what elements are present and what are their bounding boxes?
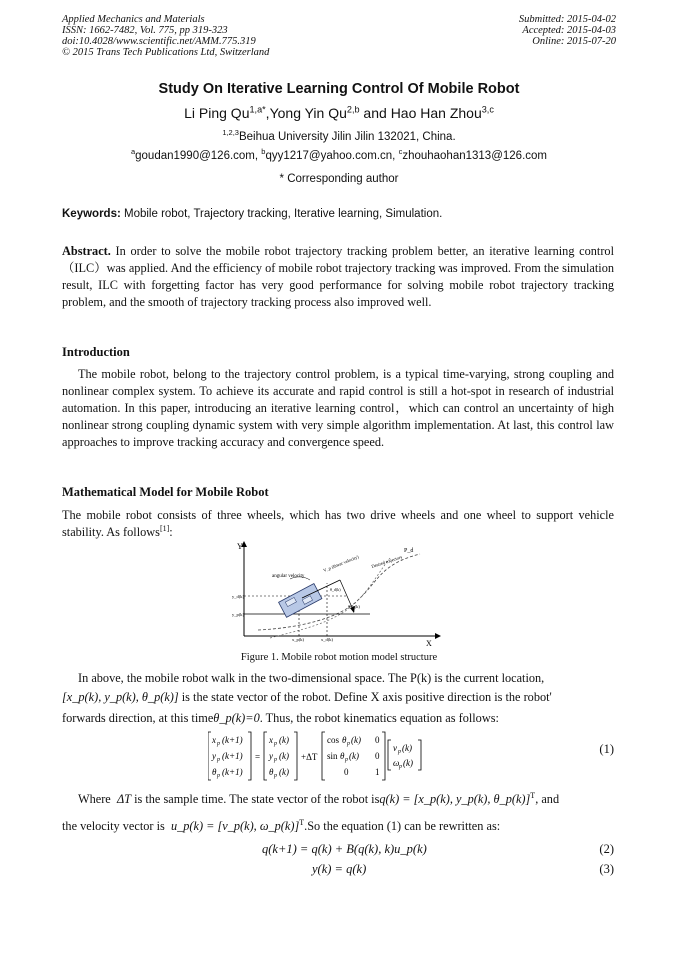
theta-p-label: θ_p(k) <box>348 604 360 609</box>
copyright-line: © 2015 Trans Tech Publications Ltd, Switzerland <box>62 47 270 58</box>
model-paragraph-2-line-1: In above, the mobile robot walk in the two-dimensional space. The P(k) is the current location, <box>78 671 545 685</box>
section-heading-introduction: Introduction <box>62 345 130 359</box>
author-name: Hao Han Zhou <box>390 105 482 121</box>
figure-caption: Figure 1. Mobile robot motion model structure <box>240 652 438 663</box>
angular-velocity-label: angular velocity <box>272 574 305 579</box>
corresponding-author-note: * Corresponding author <box>279 173 399 185</box>
svg-text:p: p <box>274 741 277 747</box>
svg-text:(k): (k) <box>279 735 289 745</box>
xp-label: x_p(k) <box>292 637 304 642</box>
yp-label: y_p(k) <box>232 612 244 617</box>
keywords-label: Keywords: <box>62 208 121 220</box>
svg-text:0: 0 <box>375 735 380 745</box>
section-heading-model: Mathematical Model for Mobile Robot <box>62 485 269 499</box>
doi-line: doi:10.4028/www.scientific.net/AMM.775.319 <box>62 36 256 47</box>
x-axis-arrow-icon <box>435 633 441 639</box>
affiliation: $^{1,2,3}$Beihua University Jilin Jilin 132021, China. <box>222 128 456 143</box>
svg-text:p: p <box>217 741 220 747</box>
equation-1 <box>208 730 448 782</box>
svg-text:(k+1): (k+1) <box>222 751 243 761</box>
journal-name: Applied Mechanics and Materials <box>62 14 205 25</box>
svg-text:sin: sin <box>327 751 338 761</box>
keywords <box>62 208 442 220</box>
svg-text:x: x <box>269 735 273 745</box>
theta-d-label: θ_d(k) <box>330 587 341 592</box>
svg-text:y: y <box>269 751 273 761</box>
model-paragraph-2-line-3: forwards direction, at this timeθ_p(k)=0. Thus, the robot kinematics equation as follows: <box>62 711 499 725</box>
xd-label: x_d(k) <box>321 637 333 642</box>
author-name: Yong Yin Qu <box>269 105 347 121</box>
linear-velocity-label: V_p (linear velocity) <box>322 554 360 573</box>
abstract <box>62 243 614 311</box>
model-paragraph-2-line-2: [x_p(k), y_p(k), θ_p(k)] is the state vector of the robot. Define X axis positive direction is the robot' <box>62 690 552 704</box>
desired-trajectory-label: Desired trajectory <box>370 554 404 569</box>
submitted-date: Submitted: 2015-04-02 <box>518 14 616 25</box>
online-date: Online: 2015-07-20 <box>532 36 616 47</box>
svg-text:y: y <box>212 751 216 761</box>
theta-condition: θ_p(k)=0 <box>213 711 260 725</box>
accepted-date: Accepted: 2015-04-03 <box>522 25 616 36</box>
model-paragraph-1: The mobile robot consists of three wheels, which has two drive wheels and one wheel to support vehicle stability. As follows[1]: <box>62 508 614 539</box>
svg-text:p: p <box>347 741 350 747</box>
email-c: zhouhaohan1313@126.com <box>402 150 547 162</box>
dates-header <box>519 14 616 47</box>
svg-text:(k): (k) <box>402 743 412 753</box>
svg-text:θ: θ <box>342 735 347 745</box>
author-emails: $^a$goudan1990@126.com, $^b$qyy1217@yahoo.com.cn, $^c$zhouhaohan1313@126.com <box>130 147 547 162</box>
svg-text:(k+1): (k+1) <box>222 735 243 745</box>
svg-text:1: 1 <box>375 767 380 777</box>
email-b: qyy1217@yahoo.com.cn, <box>265 150 399 162</box>
svg-text:(k): (k) <box>279 751 289 761</box>
svg-text:p: p <box>274 773 277 779</box>
pd-label: P_d <box>404 548 414 554</box>
author-name: Li Ping Qu <box>184 105 250 121</box>
model-paragraph-4: the velocity vector is u_p(k) = [v_p(k), ω_p(k)]$^T$.So the equation (1) can be rewritten as: <box>62 817 501 833</box>
equation-3-number: (3) <box>599 862 614 876</box>
email-a: goudan1990@126.com, <box>135 150 262 162</box>
svg-text:cos: cos <box>327 735 339 745</box>
svg-text:0: 0 <box>375 751 380 761</box>
svg-text:(k): (k) <box>351 735 361 745</box>
state-vector-q: q(k) = [x_p(k), y_p(k), θ_p(k)] <box>379 792 531 806</box>
equation-3: y(k) = q(k) <box>312 862 367 876</box>
svg-text:v: v <box>393 743 397 753</box>
citation-ref: [1] <box>159 523 170 533</box>
introduction-paragraph: The mobile robot, belong to the trajectory control problem, is a typical time-varying, strong coupling and nonlinear complex system. To achieve its accurate and rapid control is still a hot-spot in research of industrial automation. In this paper, introducing an iterative learning control，which can control an uncertainty of high nonlinear strong coupling dynamic system with very simple algorithm implementation. At last, this control law approaches to improve tracking accuracy and convergence speed. <box>62 367 614 449</box>
svg-text:p: p <box>217 757 220 763</box>
svg-text:p: p <box>274 757 277 763</box>
author-list: Li Ping $Qu^{1,a*},Yong$ Yin Qu$^{2,b}$ and Hao Han Zhou$^{3,c}$ <box>184 104 494 121</box>
journal-header <box>62 14 269 58</box>
svg-text:p: p <box>345 757 348 763</box>
equation-1-number: (1) <box>599 742 614 756</box>
svg-text:x: x <box>212 735 216 745</box>
svg-text:p: p <box>217 773 220 779</box>
equation-2: q(k+1) = q(k) + B(q(k), k)u_p(k) <box>262 842 427 856</box>
svg-text:(k): (k) <box>279 767 289 777</box>
svg-text:(k): (k) <box>349 751 359 761</box>
robot-body <box>279 584 322 618</box>
abstract-text: In order to solve the mobile robot trajectory tracking problem better, an iterative learning control（ILC）was applied. And the efficiency of mobile robot trajectory tracking was improved. From the simulation result, ILC with forgetting factor has very good performance for solving mobile robot trajectory tracking problem, and the smooth of trajectory tracking process also improved well. <box>62 244 614 309</box>
equation-2-number: (2) <box>599 842 614 856</box>
x-axis-label: X <box>426 639 432 646</box>
svg-text:(k): (k) <box>403 758 413 768</box>
keywords-text: Mobile robot, Trajectory tracking, Iterative learning, Simulation. <box>120 208 443 220</box>
svg-text:θ: θ <box>212 767 217 777</box>
delta-t: ΔT <box>116 792 131 806</box>
issn-line: ISSN: 1662-7482, Vol. 775, pp 319-323 <box>62 25 228 36</box>
state-vector: [x_p(k), y_p(k), θ_p(k)] <box>62 690 179 704</box>
svg-text:=: = <box>255 752 261 762</box>
paper-title: Study On Iterative Learning Control Of Mobile Robot <box>158 81 520 97</box>
svg-text:p: p <box>398 749 401 755</box>
svg-text:θ: θ <box>269 767 274 777</box>
svg-text:(k+1): (k+1) <box>222 767 243 777</box>
svg-text:p: p <box>399 764 402 770</box>
y-axis-label: Y <box>237 542 243 551</box>
velocity-vector: u_p(k) = [v_p(k), ω_p(k)] <box>170 819 300 833</box>
yd-label: y_d(k) <box>232 594 244 599</box>
svg-text:θ: θ <box>340 751 345 761</box>
abstract-label: Abstract. <box>62 244 111 258</box>
robot-motion-figure <box>230 538 445 646</box>
svg-text:+ΔT: +ΔT <box>301 752 318 762</box>
svg-text:0: 0 <box>344 767 349 777</box>
author-sup: 3,c <box>481 104 494 115</box>
author-sup: 1,a* <box>249 104 266 115</box>
model-paragraph-3: Where ΔT is the sample time. The state vector of the robot isq(k) = [x_p(k), y_p(k), θ_p(k)]$^T$, and <box>78 790 560 806</box>
svg-text:ω: ω <box>393 758 400 768</box>
author-sup: 2,b <box>346 104 360 115</box>
